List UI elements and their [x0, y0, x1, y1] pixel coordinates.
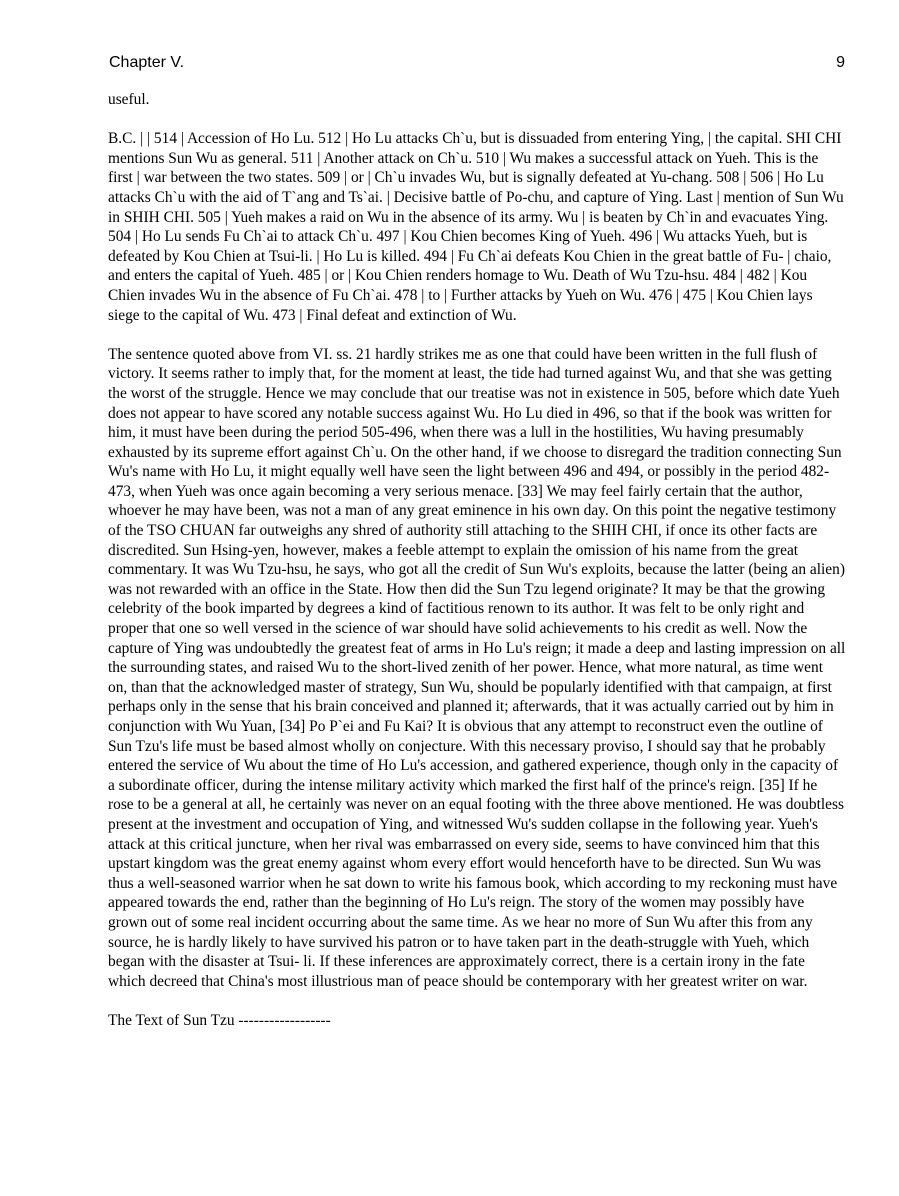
- paragraph-chronology: B.C. | | 514 | Accession of Ho Lu. 512 | Ho Lu attacks Ch`u, but is dissuaded from entering Ying, | the capital. SHI CHI mentions Sun Wu as general. 511 | Another attack on Ch`u. 510 | Wu makes a successful attack on Yueh. This is the first | war between the two states. 509 | or | Ch`u invades Wu, but is signally defeated at Yu-chang. 508 | 506 | Ho Lu attacks Ch`u with the aid of T`ang and Ts`ai. | Decisive battle of Po-chu, and capture of Ying. Last | mention of Sun Wu in SHIH CHI. 505 | Yueh makes a raid on Wu in the absence of its army. Wu | is beaten by Ch`in and evacuates Ying. 504 | Ho Lu sends Fu Ch`ai to attack Ch`u. 497 | Kou Chien becomes King of Yueh. 496 | Wu attacks Yueh, but is defeated by Kou Chien at Tsui-li. | Ho Lu is killed. 494 | Fu Ch`ai defeats Kou Chien in the great battle of Fu- | chaio, and enters the capital of Yueh. 485 | or | Kou Chien renders homage to Wu. Death of Wu Tzu-hsu. 484 | 482 | Kou Chien invades Wu in the absence of Fu Ch`ai. 478 | to | Further attacks by Yueh on Wu. 476 | 475 | Kou Chien lays siege to the capital of Wu. 473 | Final defeat and extinction of Wu.: [108, 130, 844, 324]
- page-number: 9: [836, 54, 845, 71]
- page-header: [109, 54, 845, 80]
- chapter-title: Chapter V.: [109, 54, 185, 71]
- paragraph-continuation: useful.: [108, 91, 150, 108]
- paragraph-discussion: The sentence quoted above from VI. ss. 21 hardly strikes me as one that could have been written in the full flush of victory. It seems rather to imply that, for the moment at least, the tide had turned against Wu, and that she was getting the worst of the struggle. Hence we may conclude that our treatise was not in existence in 505, before which date Yueh does not appear to have scored any notable success against Wu. Ho Lu died in 496, so that if the book was written for him, it must have been during the period 505-496, when there was a lull in the hostilities, Wu having presumably exhausted by its supreme effort against Ch`u. On the other hand, if we choose to disregard the tradition connecting Sun Wu's name with Ho Lu, it might equally well have seen the light between 496 and 494, or possibly in the period 482-473, when Yueh was once again becoming a very serious menace. [33] We may feel fairly certain that the author, whoever he may have been, was not a man of any great eminence in his own day. On this point the negative testimony of the TSO CHUAN far outweighs any shred of authority still attaching to the SHIH CHI, if once its other facts are discredited. Sun Hsing-yen, however, makes a feeble attempt to explain the omission of his name from the great commentary. It was Wu Tzu-hsu, he says, who got all the credit of Sun Wu's exploits, because the latter (being an alien) was not rewarded with an office in the State. How then did the Sun Tzu legend originate? It may be that the growing celebrity of the book imparted by degrees a kind of factitious renown to its author. It was felt to be only right and proper that one so well versed in the science of war should have solid achievements to his credit as well. Now the capture of Ying was undoubtedly the greatest feat of arms in Ho Lu's reign; it made a deep and lasting impression on all the surrounding states, and raised Wu to the short-lived zenith of her power. Hence, what more natural, as time went on, than that the acknowledged master of strategy, Sun Wu, should be popularly identified with that campaign, at first perhaps only in the sense that his brain conceived and planned it; afterwards, that it was actually carried out by him in conjunction with Wu Yuan, [34] Po P`ei and Fu Kai? It is obvious that any attempt to reconstruct even the outline of Sun Tzu's life must be based almost wholly on conjecture. With this necessary proviso, I should say that he probably entered the service of Wu about the time of Ho Lu's accession, and gathered experience, though only in the capacity of a subordinate officer, during the intense military activity which marked the first half of the prince's reign. [35] If he rose to be a general at all, he certainly was never on an equal footing with the three above mentioned. He was doubtless present at the investment and occupation of Ying, and witnessed Wu's sudden collapse in the following year. Yueh's attack at this critical juncture, when her rival was embarrassed on every side, seems to have convinced him that this upstart kingdom was the great enemy against whom every effort would henceforth have to be directed. Sun Wu was thus a well-seasoned warrior when he sat down to write his famous book, which according to my reckoning must have appeared towards the end, rather than the beginning of Ho Lu's reign. The story of the women may possibly have grown out of some real incident occurring about the same time. As we hear no more of Sun Wu after this from any source, he is hardly likely to have survived his patron or to have taken part in the death-struggle with Yueh, which began with the disaster at Tsui- li. If these inferences are approximately correct, there is a certain irony in the fate which decreed that China's most illustrious man of peace should be contemporary with her greatest writer on war.: [108, 345, 846, 990]
- section-heading-text-of-sun-tzu: The Text of Sun Tzu ------------------: [108, 1011, 331, 1029]
- page-body: [108, 90, 846, 1031]
